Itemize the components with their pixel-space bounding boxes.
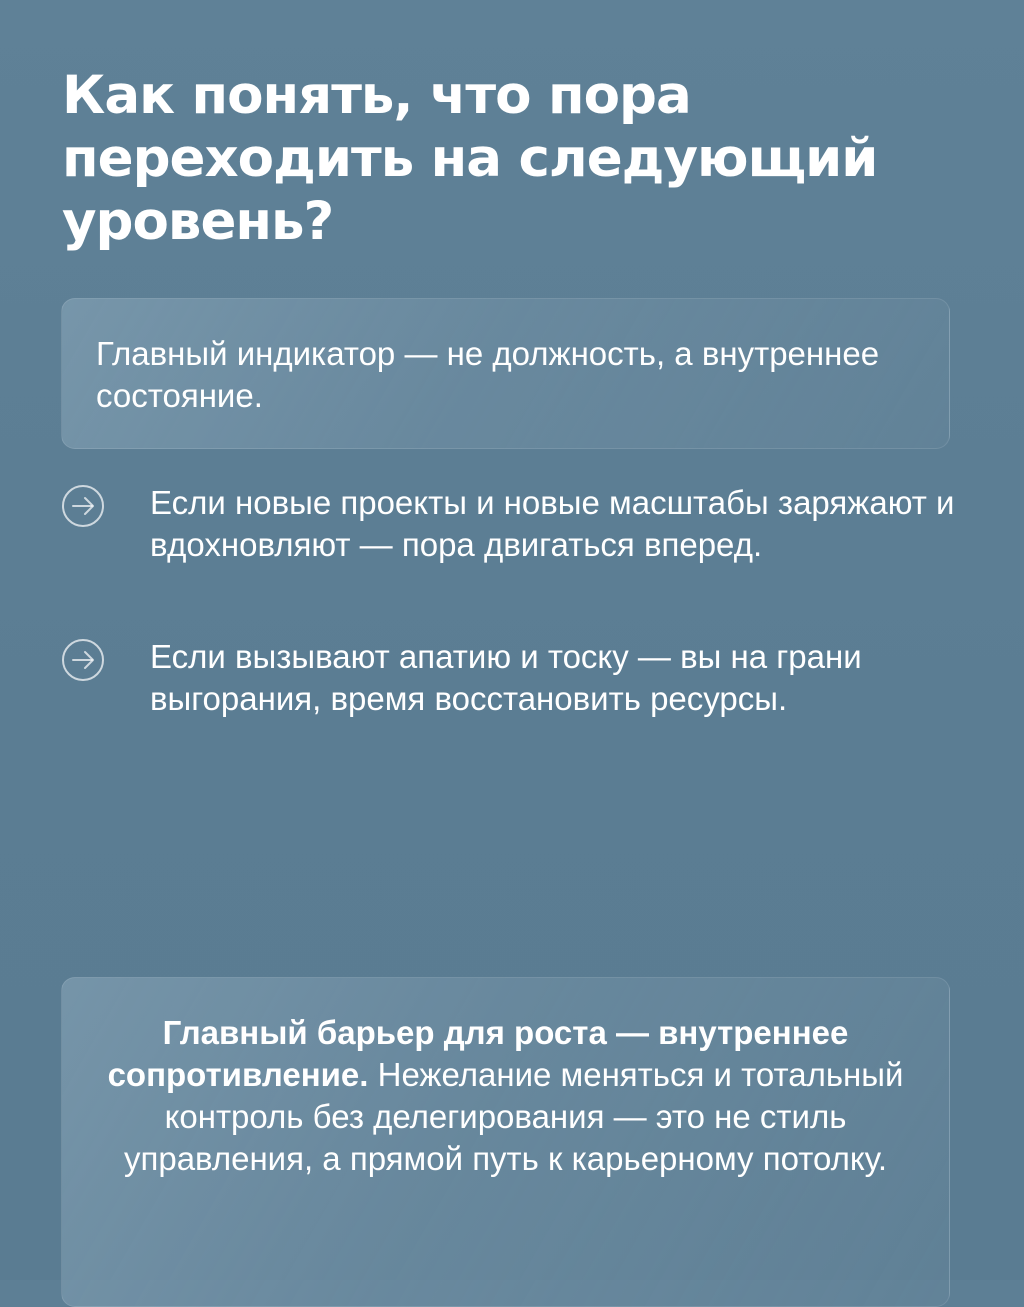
intro-card-text: Главный индикатор — не должность, а внутреннее состояние. xyxy=(96,335,880,414)
conclusion-card-text xyxy=(92,1012,919,1180)
list-item-text: Если вызывают апатию и тоску — вы на грани выгорания, время восстановить ресурсы. xyxy=(150,638,862,717)
conclusion-card xyxy=(61,977,950,1307)
arrow-right-circle-icon xyxy=(61,638,105,682)
page-title: Как понять, что пора переходить на следующий уровень? xyxy=(62,65,878,252)
conclusion-bold-text: Главный барьер для роста — внутреннее сопротивление. xyxy=(107,1014,849,1093)
arrow-right-circle-icon xyxy=(61,484,105,528)
conclusion-regular-text: Нежелание меняться и тотальный контроль без делегирования — это не стиль управления, а прямой путь к карьерному потолку. xyxy=(123,1056,904,1177)
intro-card xyxy=(61,298,950,449)
list-item-text: Если новые проекты и новые масштабы заряжают и вдохновляют — пора двигаться вперед. xyxy=(150,484,955,563)
